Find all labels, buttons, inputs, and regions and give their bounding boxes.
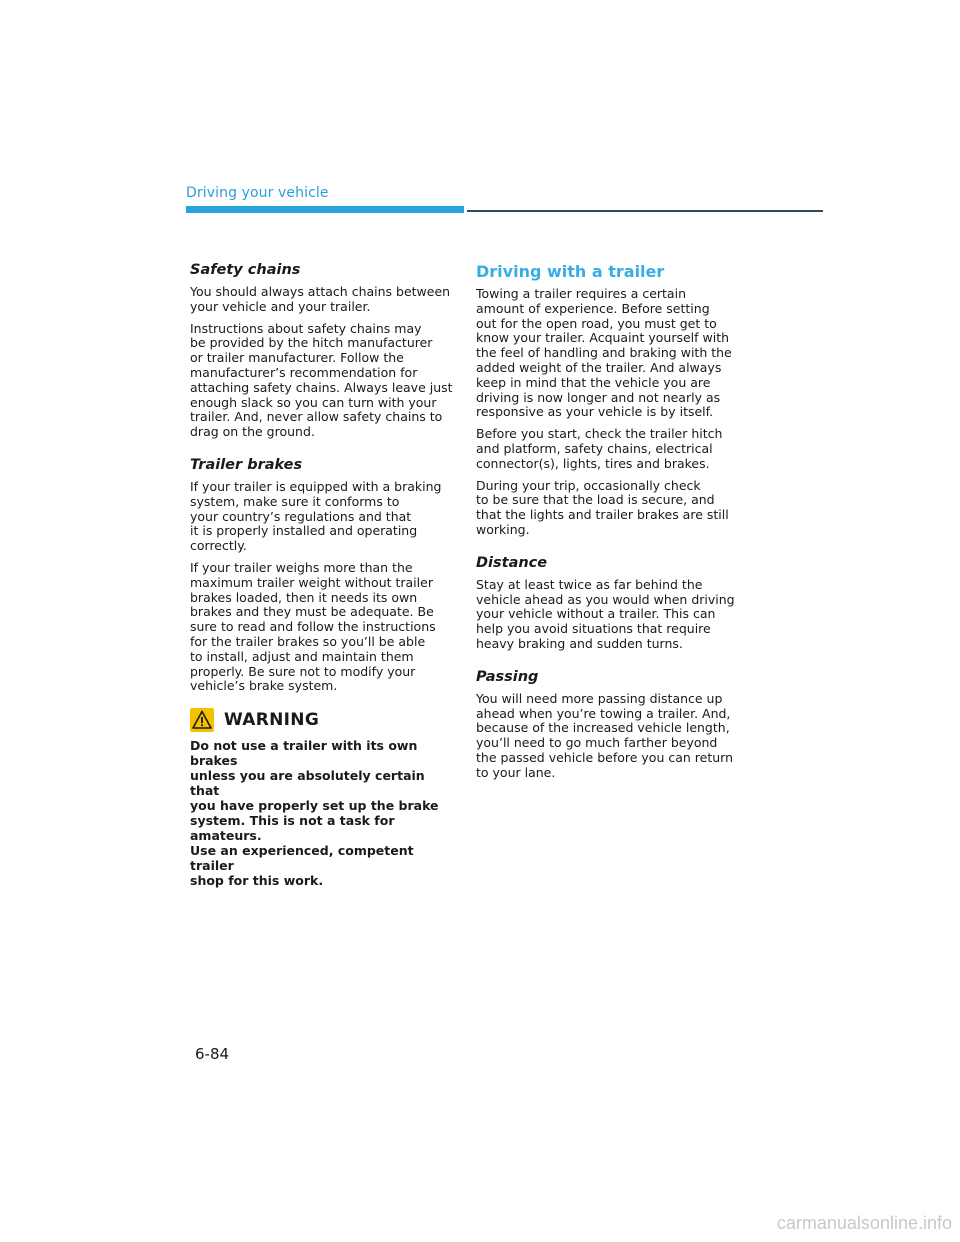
chapter-title: Driving your vehicle bbox=[186, 185, 329, 201]
warning-icon bbox=[190, 708, 214, 732]
header-divider bbox=[467, 210, 823, 212]
page-number: 6-84 bbox=[195, 1045, 230, 1063]
distance-heading: Distance bbox=[476, 554, 548, 571]
driving-paragraph-2: Before you start, check the trailer hitch and platform, safety chains, electrical connector(s), lights, tires and brakes. bbox=[476, 426, 723, 471]
left-column bbox=[190, 262, 458, 888]
safety-chains-paragraph-1: You should always attach chains between your vehicle and your trailer. bbox=[190, 284, 451, 314]
distance-paragraph: Stay at least twice as far behind the vehicle ahead as you would when driving your vehicle without a trailer. This can help you avoid situations that require heavy braking and sudden turns. bbox=[476, 576, 735, 651]
warning-header bbox=[190, 708, 458, 732]
safety-chains-heading: Safety chains bbox=[190, 262, 301, 278]
trailer-brakes-heading: Trailer brakes bbox=[190, 456, 303, 473]
passing-heading: Passing bbox=[476, 668, 539, 685]
warning-title: WARNING bbox=[224, 710, 320, 731]
header-accent-bar bbox=[186, 206, 464, 213]
safety-chains-paragraph-2: Instructions about safety chains may be provided by the hitch manufacturer or trailer manufacturer. Follow the manufacturer’s recommendation for attaching safety chains. Always leave just enough slack so you can turn with your trailer. And, never allow safety chains to drag on the ground. bbox=[190, 320, 453, 440]
watermark: carmanualsonline.info bbox=[776, 1213, 952, 1233]
driving-paragraph-1: Towing a trailer requires a certain amount of experience. Before setting out for the open road, you must get to know your trailer. Acquaint yourself with the feel of handling and braking with the added weight of the trailer. And always keep in mind that the vehicle you are driving is now longer and not nearly as responsive as your vehicle is by itself. bbox=[476, 286, 732, 420]
driving-paragraph-3: During your trip, occasionally check to be sure that the load is secure, and that the lights and trailer brakes are still working. bbox=[476, 477, 729, 537]
right-column bbox=[476, 262, 744, 788]
passing-paragraph: You will need more passing distance up ahead when you’re towing a trailer. And, because of the increased vehicle length, you’ll need to go much farther beyond the passed vehicle before you can return to your lane. bbox=[476, 690, 733, 780]
trailer-brakes-paragraph-2: If your trailer weighs more than the maximum trailer weight without trailer brakes loaded, then it needs its own brakes and they must be adequate. Be sure to read and follow the instructions for the trailer brakes so you’ll be able to install, adjust and maintain them properly. Be sure not to modify your vehicle’s brake system. bbox=[190, 559, 436, 694]
warning-text: Do not use a trailer with its own brakes unless you are absolutely certain that you have properly set up the brake system. This is not a task for amateurs. Use an experienced, competent trailer shop for this work. bbox=[190, 738, 439, 889]
trailer-brakes-paragraph-1: If your trailer is equipped with a braking system, make sure it conforms to your country’s regulations and that it is properly installed and operating correctly. bbox=[190, 478, 442, 554]
driving-with-trailer-heading: Driving with a trailer bbox=[476, 262, 665, 281]
